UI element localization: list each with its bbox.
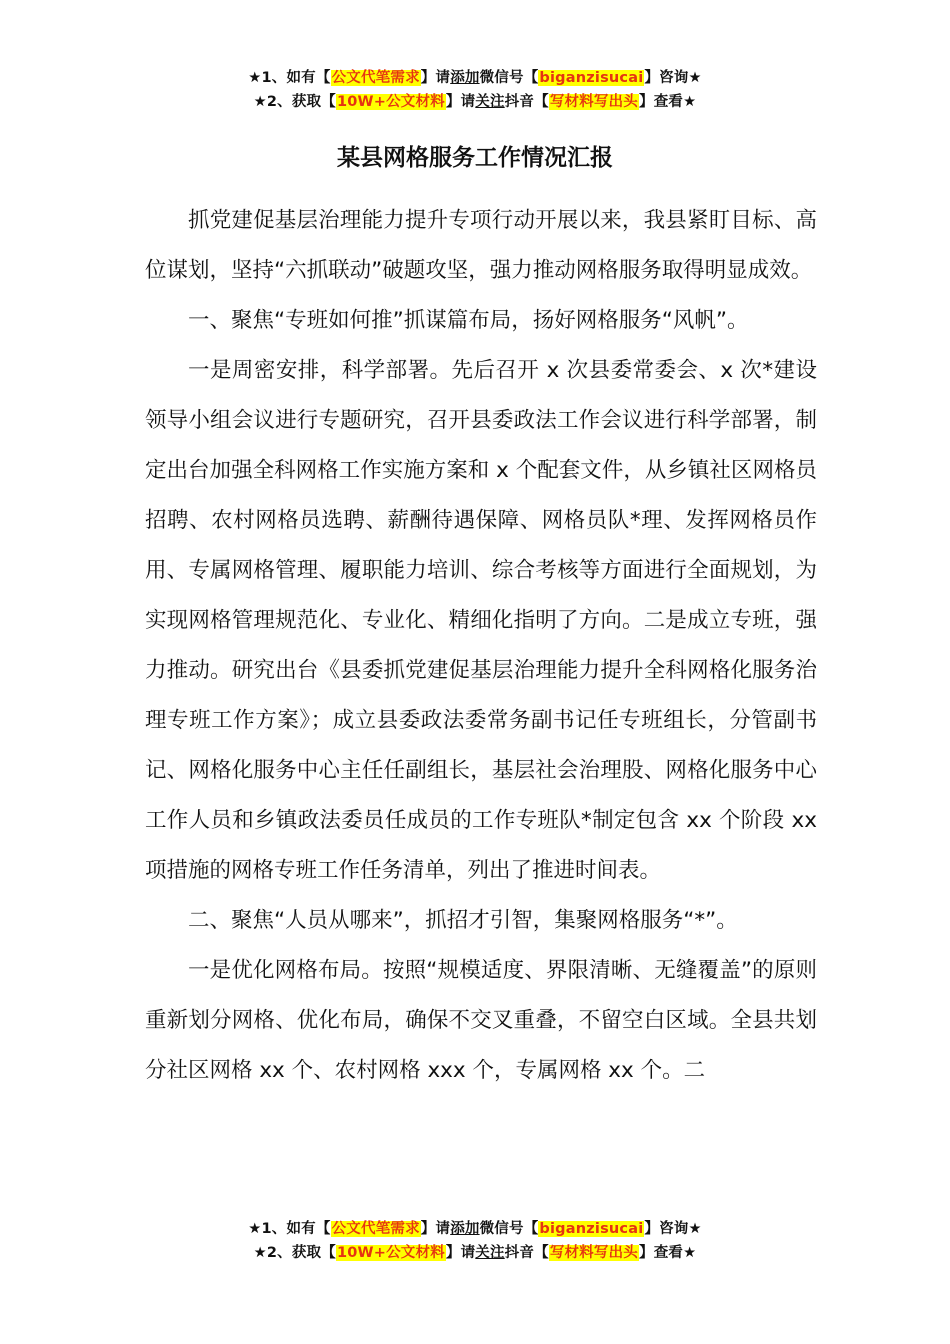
banner-text: 微信号【 bbox=[479, 70, 539, 86]
footer-banner bbox=[0, 1217, 950, 1265]
header-banner bbox=[0, 66, 950, 114]
banner-highlight-douyin: 写材料写出头 bbox=[549, 1245, 639, 1261]
banner-highlight-wechat-id: biganzisucai bbox=[539, 70, 644, 86]
banner-text: 】请 bbox=[445, 94, 476, 110]
banner-line-2 bbox=[0, 90, 950, 114]
banner-text: 】咨询★ bbox=[644, 1221, 702, 1237]
banner-text: 】请 bbox=[445, 1245, 476, 1261]
banner-text: 】咨询★ bbox=[644, 70, 702, 86]
banner-text: 】请 bbox=[420, 70, 451, 86]
paragraph-heading-2: 二、聚焦“人员从哪来”，抓招才引智，集聚网格服务“*”。 bbox=[188, 908, 738, 933]
banner-text: ★2、获取【 bbox=[253, 1245, 336, 1261]
banner-line-1 bbox=[0, 66, 950, 90]
paragraph-heading-1: 一、聚焦“专班如何推”抓谋篇布局，扬好网格服务“风帆”。 bbox=[188, 308, 749, 333]
banner-highlight-service: 公文代笔需求 bbox=[331, 70, 420, 86]
banner-text: 抖音【 bbox=[504, 94, 549, 110]
banner-text: ★2、获取【 bbox=[253, 94, 336, 110]
banner-underline-add: 添加 bbox=[450, 70, 480, 86]
banner-text: ★1、如有【 bbox=[248, 70, 331, 86]
banner-line-1 bbox=[0, 1217, 950, 1241]
banner-underline-follow: 关注 bbox=[475, 1245, 505, 1261]
banner-text: 】查看★ bbox=[639, 1245, 697, 1261]
banner-highlight-wechat-id: biganzisucai bbox=[539, 1221, 644, 1237]
banner-line-2 bbox=[0, 1241, 950, 1265]
banner-highlight-service: 公文代笔需求 bbox=[331, 1221, 420, 1237]
paragraph-section-2: 一是优化网格布局。按照“规模适度、界限清晰、无缝覆盖”的原则重新划分网格、优化布局，确保不交叉重叠，不留空白区域。全县共划分社区网格 xx 个、农村网格 xxx 个，专属网格 xx 个。二 bbox=[145, 958, 817, 1083]
banner-highlight-materials: 10W+公文材料 bbox=[336, 94, 445, 110]
document-body bbox=[145, 196, 817, 1096]
banner-underline-follow: 关注 bbox=[475, 94, 505, 110]
banner-text: 】请 bbox=[420, 1221, 451, 1237]
banner-text: ★1、如有【 bbox=[248, 1221, 331, 1237]
banner-highlight-douyin: 写材料写出头 bbox=[549, 94, 639, 110]
banner-text: 微信号【 bbox=[479, 1221, 539, 1237]
document-title: 某县网格服务工作情况汇报 bbox=[337, 145, 613, 171]
banner-text: 】查看★ bbox=[639, 94, 697, 110]
banner-underline-add: 添加 bbox=[450, 1221, 480, 1237]
paragraph-intro: 抓党建促基层治理能力提升专项行动开展以来，我县紧盯目标、高位谋划，坚持“六抓联动”破题攻坚，强力推动网格服务取得明显成效。 bbox=[145, 208, 817, 283]
paragraph-section-1: 一是周密安排，科学部署。先后召开 x 次县委常委会、x 次*建设领导小组会议进行专题研究，召开县委政法工作会议进行科学部署，制定出台加强全科网格工作实施方案和 x 个配套文件，从乡镇社区网格员招聘、农村网格员选聘、薪酬待遇保障、网格员队*理、发挥网格员作用、专属网格管理、履职能力培训、综合考核等方面进行全面规划，为实现网格管理规范化、专业化、精细化指明了方向。二是成立专班，强力推动。研究出台《县委抓党建促基层治理能力提升全科网格化服务治理专班工作方案》；成立县委政法委常务副书记任专班组长，分管副书记、网格化服务中心主任任副组长，基层社会治理股、网格化服务中心工作人员和乡镇政法委员任成员的工作专班队*制定包含 xx 个阶段 xx 项措施的网格专班工作任务清单，列出了推进时间表。 bbox=[145, 358, 817, 883]
banner-text: 抖音【 bbox=[504, 1245, 549, 1261]
banner-highlight-materials: 10W+公文材料 bbox=[336, 1245, 445, 1261]
